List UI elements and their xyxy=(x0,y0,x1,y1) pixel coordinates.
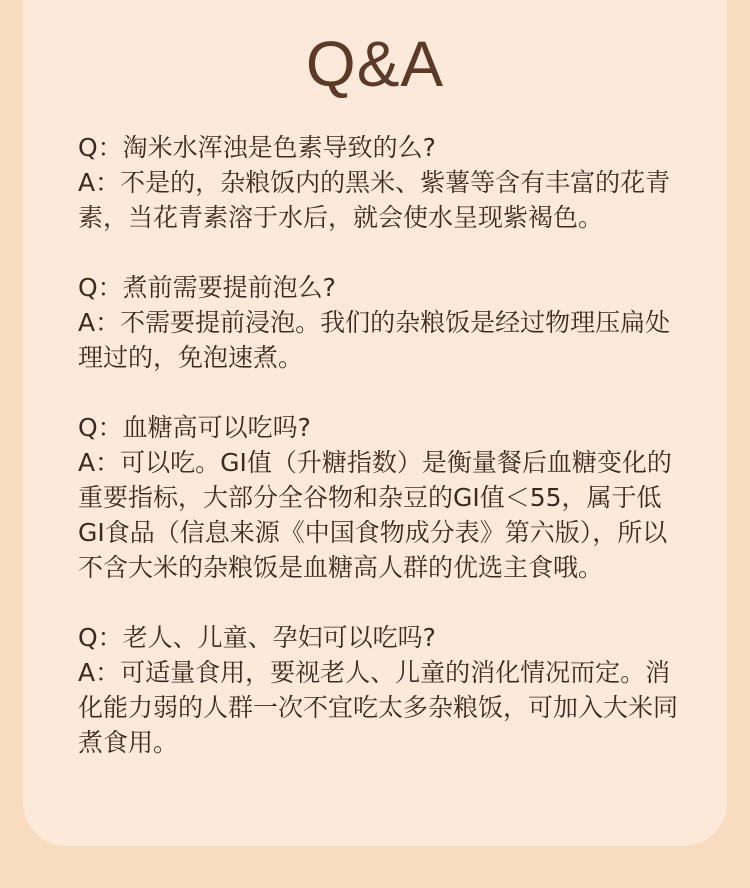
qa-item-3 xyxy=(78,410,678,585)
question-text: Q：煮前需要提前泡么? xyxy=(78,273,336,302)
answer-text: A：可适量食用，要视老人、儿童的消化情况而定。消化能力弱的人群一次不宜吃太多杂粮饭，可加入大米同煮食用。 xyxy=(78,658,679,757)
qa-item-2 xyxy=(78,270,678,375)
answer-text: A：可以吃。GI值（升糖指数）是衡量餐后血糖变化的重要指标，大部分全谷物和杂豆的GI值＜55，属于低GI食品（信息来源《中国食物成分表》第六版），所以不含大米的杂粮饭是血糖高人群的优选主食哦。 xyxy=(78,448,672,582)
page-title: Q&A xyxy=(305,28,445,100)
qa-item-1 xyxy=(78,130,678,235)
answer-text: A：不是的，杂粮饭内的黑米、紫薯等含有丰富的花青素，当花青素溶于水后，就会使水呈现紫褐色。 xyxy=(78,168,671,232)
question-text: Q：血糖高可以吃吗? xyxy=(78,413,311,442)
qa-item-4 xyxy=(78,620,678,760)
answer-text: A：不需要提前浸泡。我们的杂粮饭是经过物理压扁处理过的，免泡速煮。 xyxy=(78,308,671,372)
question-text: Q：淘米水浑浊是色素导致的么? xyxy=(78,133,436,162)
question-text: Q：老人、儿童、孕妇可以吃吗? xyxy=(78,623,436,652)
qa-list xyxy=(78,130,678,760)
